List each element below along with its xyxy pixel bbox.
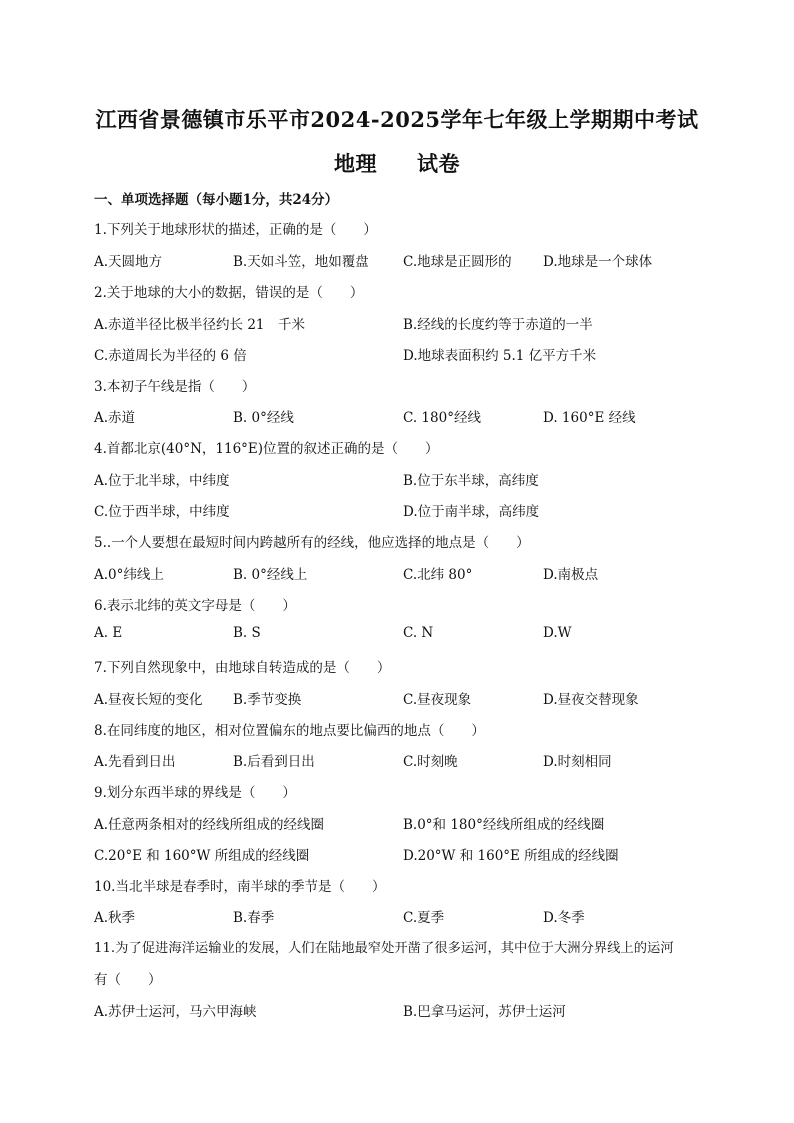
section-heading: 一、单项选择题（每小题1分，共24分） <box>94 192 339 208</box>
exam-subtitle <box>0 148 794 178</box>
question-stem: 10.当北半球是春季时，南半球的季节是（ ） <box>94 879 386 895</box>
exam-title: 江西省景德镇市乐平市2024-2025学年七年级上学期期中考试 <box>95 107 699 132</box>
option-c: C. 180°经线 <box>403 410 481 426</box>
option-c: C.位于西半球，中纬度 <box>94 504 230 520</box>
option-b: B.天如斗笠，地如覆盘 <box>233 254 369 270</box>
option-a: A.秋季 <box>94 910 136 926</box>
option-b: B. 0°经线 <box>233 410 294 426</box>
option-a: A.赤道 <box>94 410 136 426</box>
question-stem: 6.表示北纬的英文字母是（ ） <box>94 598 296 614</box>
option-b: B.0°和 180°经线所组成的经线圈 <box>403 817 605 833</box>
option-d: D.位于南半球，高纬度 <box>403 504 540 520</box>
option-c: C.地球是正圆形的 <box>403 254 512 270</box>
question-stem-continued: 有（ ） <box>94 972 162 988</box>
option-a: A.昼夜长短的变化 <box>94 692 203 708</box>
option-c: C. N <box>403 625 434 641</box>
option-d: D.地球是一个球体 <box>543 254 653 270</box>
option-c: C.20°E 和 160°W 所组成的经线圈 <box>94 848 310 864</box>
option-a: A.位于北半球，中纬度 <box>94 473 230 489</box>
option-a: A.任意两条相对的经线所组成的经线圈 <box>94 817 325 833</box>
subject-label: 地理 <box>334 151 377 176</box>
question-stem: 4.首都北京(40°N，116°E)位置的叙述正确的是（ ） <box>94 441 439 457</box>
question-stem: 1.下列关于地球形状的描述，正确的是（ ） <box>94 222 377 238</box>
option-b: B.季节变换 <box>233 692 302 708</box>
option-b: B.后看到日出 <box>233 754 315 770</box>
option-a: A.0°纬线上 <box>94 567 164 583</box>
option-a: A.天圆地方 <box>94 254 163 270</box>
option-a: A.先看到日出 <box>94 754 176 770</box>
question-stem: 5..一个人要想在最短时间内跨越所有的经线，他应选择的地点是（ ） <box>94 535 530 551</box>
question-stem: 3.本初子午线是指（ ） <box>94 379 256 395</box>
option-c: C.赤道周长为半径的 6 倍 <box>94 348 247 364</box>
option-d: D.20°W 和 160°E 所组成的经线圈 <box>403 848 619 864</box>
option-d: D.冬季 <box>543 910 585 926</box>
option-d: D.南极点 <box>543 567 599 583</box>
option-a: A.赤道半径比极半径约长 21 千米 <box>94 317 306 333</box>
question-stem: 9.划分东西半球的界线是（ ） <box>94 785 296 801</box>
question-stem: 11.为了促进海洋运输业的发展，人们在陆地最窄处开凿了很多运河，其中位于大洲分界线上的运河 <box>94 941 674 956</box>
option-d: D. 160°E 经线 <box>543 410 636 426</box>
option-c: C.北纬 80° <box>403 567 473 583</box>
option-d: D.时刻相同 <box>543 754 612 770</box>
option-a: A. E <box>94 625 123 641</box>
question-stem: 2.关于地球的大小的数据，错误的是（ ） <box>94 285 364 301</box>
option-c: C.昼夜现象 <box>403 692 472 708</box>
option-c: C.时刻晚 <box>403 754 458 770</box>
option-d: D.地球表面积约 5.1 亿平方千米 <box>403 348 597 364</box>
option-b: B.巴拿马运河，苏伊士运河 <box>403 1004 566 1020</box>
option-d: D.昼夜交替现象 <box>543 692 639 708</box>
option-b: B. S <box>233 625 261 641</box>
option-b: B.春季 <box>233 910 275 926</box>
question-stem: 7.下列自然现象中，由地球自转造成的是（ ） <box>94 660 391 676</box>
paper-label: 试卷 <box>417 151 460 176</box>
option-a: A.苏伊士运河，马六甲海峡 <box>94 1004 257 1020</box>
option-c: C.夏季 <box>403 910 445 926</box>
option-d: D.W <box>543 625 572 641</box>
option-b: B. 0°经线上 <box>233 567 308 583</box>
option-b: B.位于东半球，高纬度 <box>403 473 539 489</box>
option-b: B.经线的长度约等于赤道的一半 <box>403 317 593 333</box>
question-stem: 8.在同纬度的地区，相对位置偏东的地点要比偏西的地点（ ） <box>94 723 485 739</box>
